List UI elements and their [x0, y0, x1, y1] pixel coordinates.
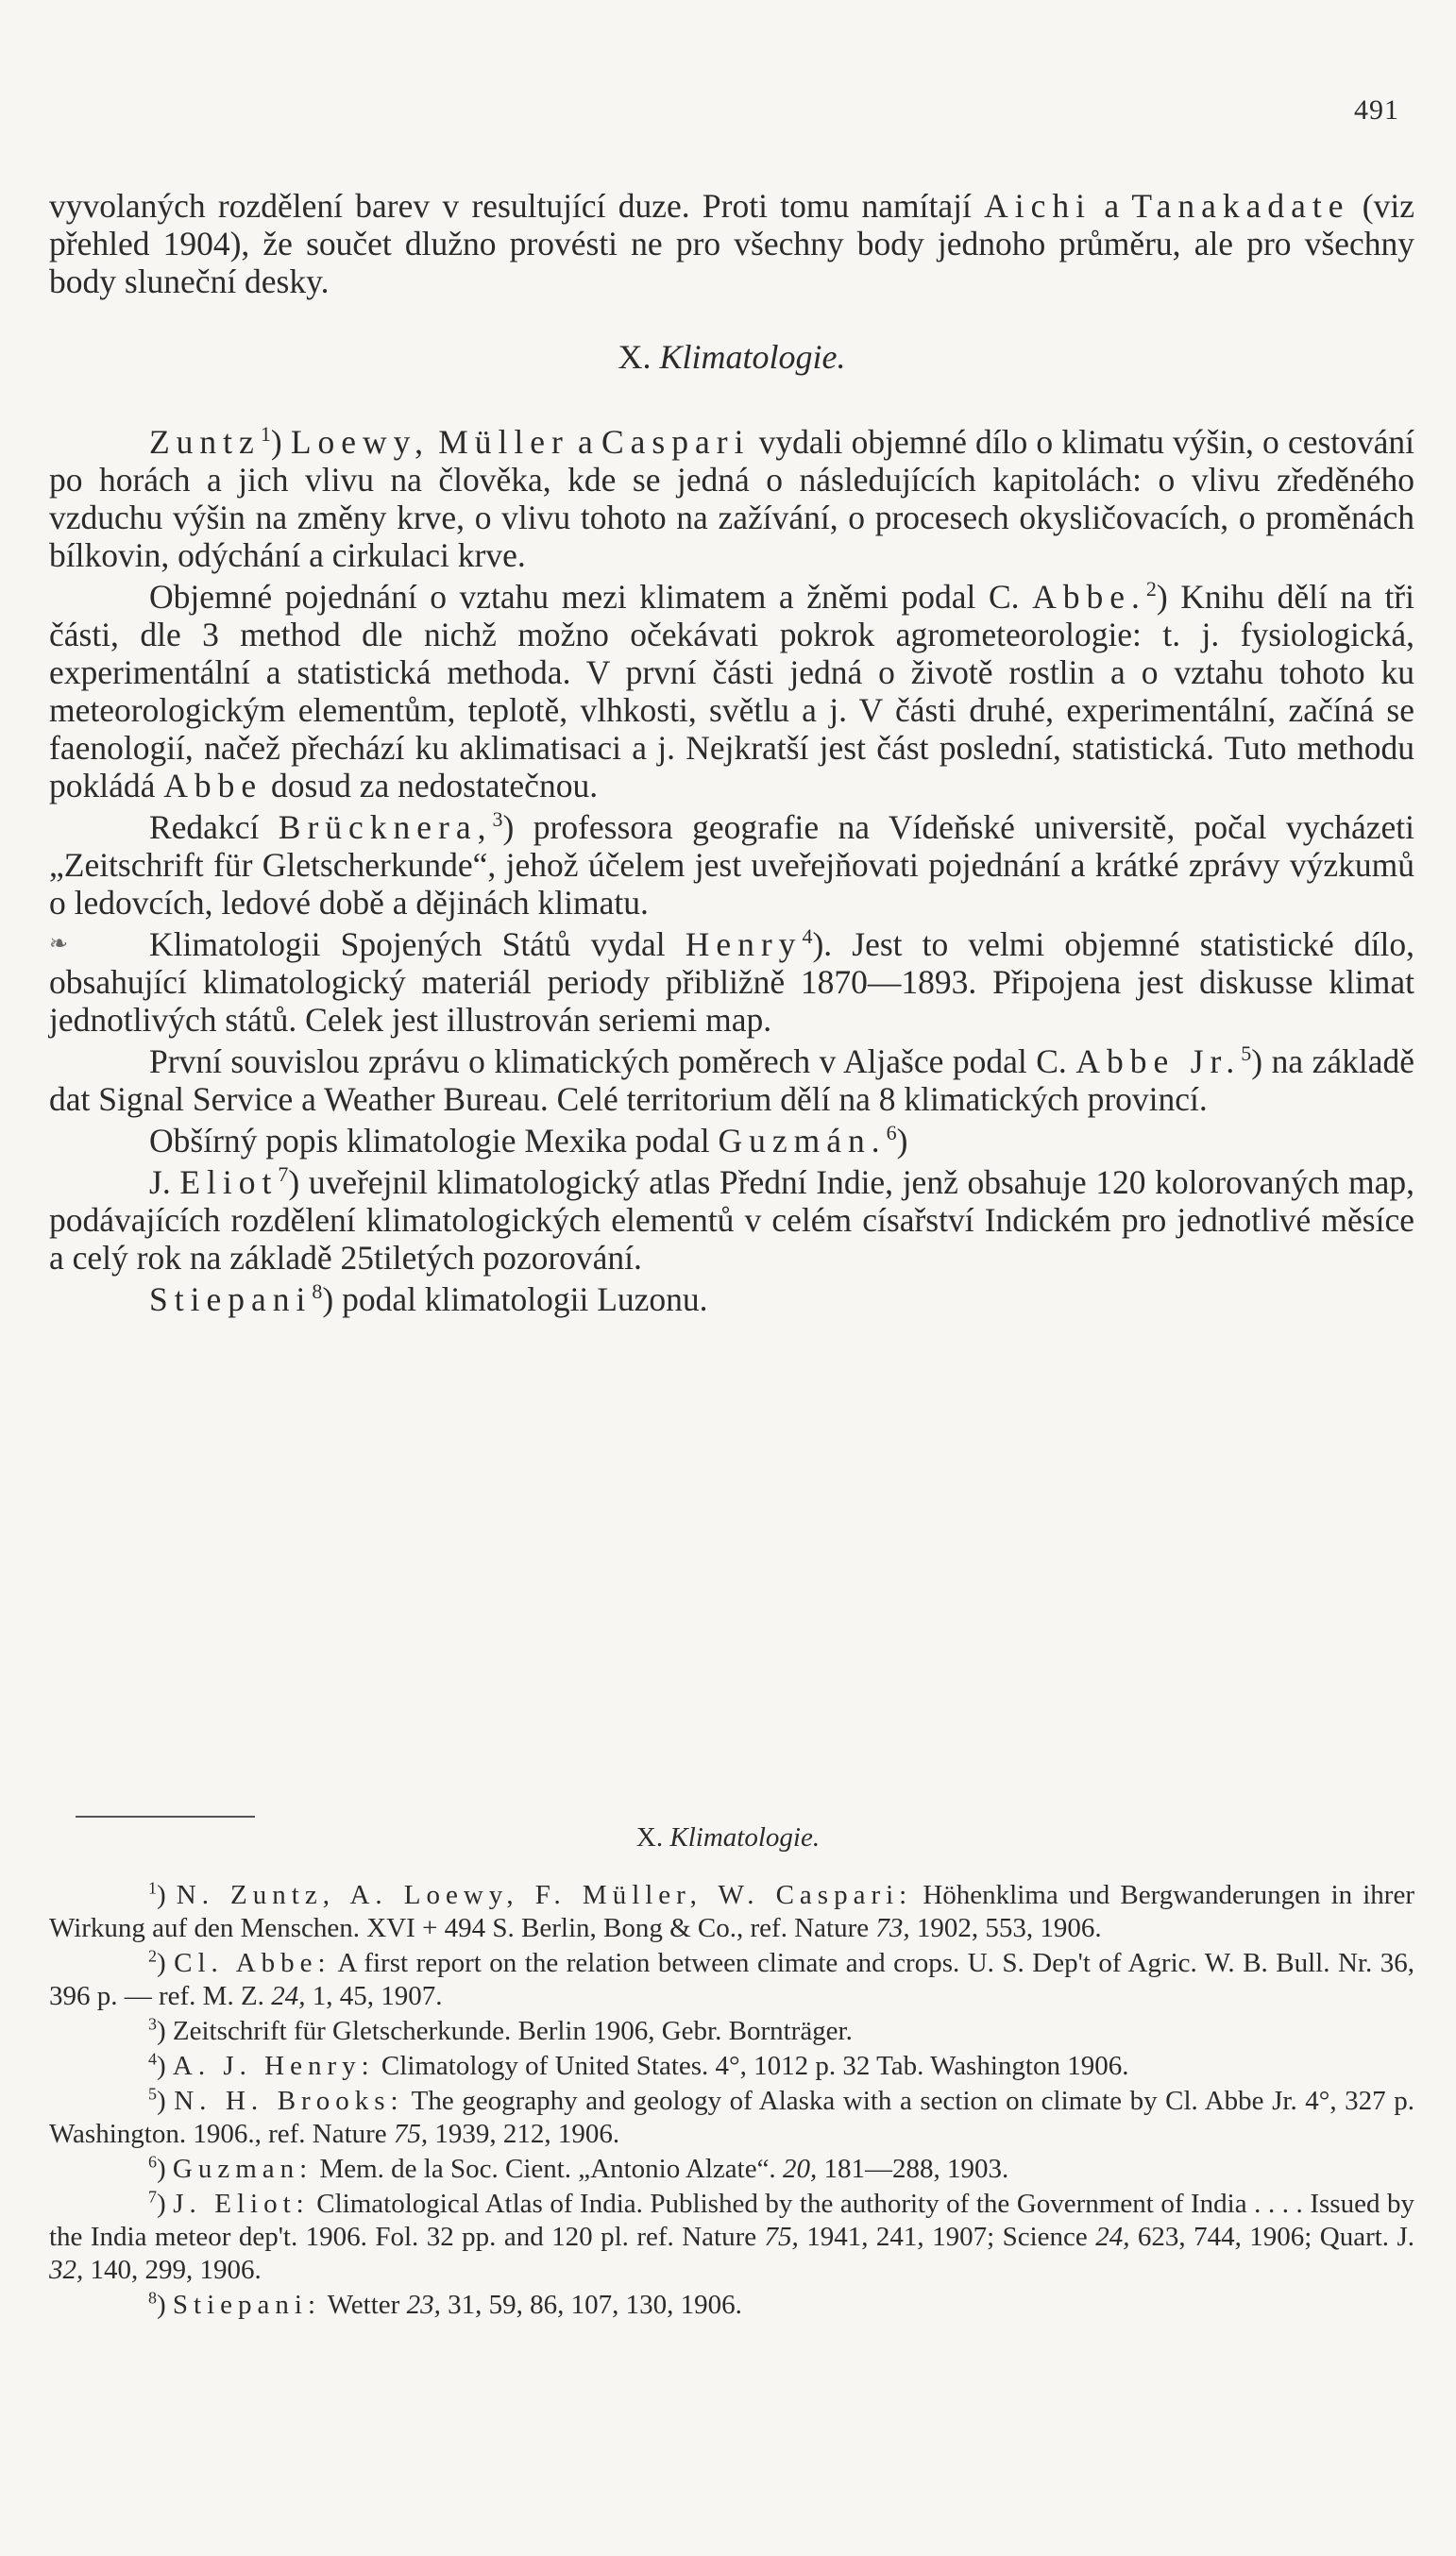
footnote-marker: 8	[148, 2288, 157, 2308]
paragraph-abbe: Objemné pojednání o vztahu mezi klimatem a žněmi podal C. Abbe.$^2$) Knihu dělí na tři části, dle 3 method dle nichž možno očekávati pokrok agrometeorologie: t. j. fysiologická, experimentální a statistická methoda. V první části jedná o životě rostlin a o vztahu tohoto ku meteorologickým elementům, teplotě, vlhkosti, světlu a j. V části druhé, experimentální, začíná se faenologií, načež přechází ku aklimatisaci a j. Nejkratší jest část poslední, statistická. Tuto methodu pokládá Abbe dosud za nedostatečnou.	[49, 577, 1414, 804]
paragraph-mexico: Obšírný popis klimatologie Mexika podal Guzmán.$^6$)	[149, 1121, 908, 1160]
footnote-author: N. Zuntz, A. Loewy, F. Müller, W. Caspari:	[176, 1880, 913, 1910]
footnote-volume: 23,	[406, 2290, 441, 2320]
paragraph-text: na základě dat Signal Service a Weather Bureau. Celé territorium dělí na 8 klimatických provincí.	[49, 1042, 1414, 1118]
intro-text-1: vyvolaných rozdělení barev v resultující duze. Proti tomu namítají	[49, 187, 972, 225]
footnote-ref-8[interactable]: 8	[312, 1279, 323, 1304]
footnote-ref-1[interactable]: 1	[260, 422, 271, 447]
footnote-text: Höhenklima und Bergwanderungen in ihrer Wirkung auf den Menschen. XVI + 494 S. Berlin, Bong & Co., ref. Nature	[49, 1880, 1414, 1943]
footnote-author: Stiepani:	[172, 2290, 322, 2320]
footnote-7: $^7$) J. Eliot: Climatological Atlas of India. Published by the authority of the Government of India . . . . Issued by the India meteor dep't. 1906. Fol. 32 pp. and 120 pl. ref. Nature 75, 1941, 241, 1907; Science 24, 623, 744, 1906; Quart. J. 32, 140, 299, 1906.	[49, 2187, 1415, 2285]
footnote-6: $^6$) Guzman: Mem. de la Soc. Cient. „Antonio Alzate“. 20, 181—288, 1903.	[148, 2152, 1009, 2184]
paragraph-zuntz: Zuntz$^1$) Loewy, Müller a Caspari vydali objemné dílo o klimatu výšin, o cestování po horách a jich vlivu na člověka, kde se jedná o následujících kapitolách: o vlivu zředěného vzduchu výšin na změny krve, o vlivu tohoto na zažívání, o procesech okysličovacích, o proměnách bílkovin, odýchání a cirkulaci krve.	[49, 422, 1415, 574]
footnote-text: Zeitschrift für Gletscherkunde. Berlin 1906, Gebr. Bornträger.	[172, 2016, 853, 2046]
author-abbe: Abbe.	[1032, 578, 1146, 616]
footnote-text: 1941, 241, 1907; Science	[806, 2222, 1088, 2252]
footnote-4: $^4$) A. J. Henry: Climatology of United States. 4°, 1012 p. 32 Tab. Washington 1906.	[148, 2049, 1129, 2081]
footnote-text: 1939, 212, 1906.	[434, 2119, 620, 2149]
footnote-author: Guzman:	[172, 2154, 313, 2184]
footnote-heading-number: X.	[635, 1822, 664, 1853]
footnote-marker: 3	[148, 2014, 157, 2034]
author-muller: Müller	[438, 423, 569, 461]
footnote-text: The geography and geology of Alaska with a section on climate by Cl. Abbe Jr. 4°, 327 p. Washington. 1906., ref. Nature	[49, 2086, 1414, 2149]
section-title: Klimatologie.	[659, 338, 846, 376]
footnote-volume: 73,	[875, 1913, 910, 1943]
paragraph-text: dosud za nedostatečnou.	[271, 767, 599, 804]
paragraph-text: vydali objemné dílo o klimatu výšin, o cestování po horách a jich vlivu na člověka, kde se jedná o následujících kapitolách: o vlivu zředěného vzduchu výšin na změny krve, o vlivu tohoto na zažívání, o procesech okysličovacích, o proměnách bílkovin, odýchání a cirkulaci krve.	[49, 423, 1415, 574]
paragraph-bruckner: Redakcí Brücknera,$^3$) professora geografie na Vídeňské universitě, počal vycházeti „Zeitschrift für Gletscherkunde“, jehož účelem jest uveřejňovati pojednání a krátké zprávy výzkumů o ledovcích, ledové době a dějinách klimatu.	[49, 807, 1415, 922]
footnote-marker: 2	[148, 1946, 157, 1966]
paragraph-text: Klimatologii Spojených Států vydal	[149, 925, 666, 963]
paragraph-stiepani: Stiepani$^8$) podal klimatologii Luzonu.	[149, 1279, 708, 1318]
author-loewy: Loewy,	[290, 423, 430, 461]
author-guzman: Guzmán.	[718, 1122, 887, 1160]
footnote-volume: 24,	[271, 1981, 306, 2011]
footnote-author: J. Eliot:	[173, 2189, 310, 2219]
intro-text-2: a	[1104, 187, 1120, 225]
footnote-volume: 32,	[49, 2255, 84, 2285]
paragraph-eliot: J. Eliot$^7$) uveřejnil klimatologický atlas Přední Indie, jenž obsahuje 120 kolorovaných map, podávajících rozdělení klimatologických elementů v celém císařství Indickém pro jednotlivé měsíce a celý rok na základě 25tiletých pozorování.	[49, 1162, 1415, 1277]
paragraph-alaska: První souvislou zprávu o klimatických poměrech v Aljašce podal C. Abbe Jr.$^5$) na základě dat Signal Service a Weather Bureau. Celé territorium dělí na 8 klimatických provincí.	[49, 1041, 1414, 1118]
footnote-ref-7[interactable]: 7	[278, 1162, 289, 1187]
footnote-2: $^2$) Cl. Abbe: A first report on the relation between climate and crops. U. S. Dep't of Agric. W. B. Bull. Nr. 36, 396 p. — ref. M. Z. 24, 1, 45, 1907.	[49, 1946, 1415, 2011]
footnote-heading	[0, 1822, 1456, 1854]
author-aichi: Aichi	[984, 187, 1092, 225]
author-bruckner: Brücknera,	[278, 808, 493, 846]
footnote-1: $^1$) N. Zuntz, A. Loewy, F. Müller, W. Caspari: Höhenklima und Bergwanderungen in ihrer Wirkung auf den Menschen. XVI + 494 S. Berlin, Bong & Co., ref. Nature 73, 1902, 553, 1906.	[49, 1878, 1414, 1943]
conjunction: a	[578, 423, 593, 461]
footnote-volume: 24,	[1095, 2222, 1130, 2252]
footnote-ref-4[interactable]: 4	[802, 924, 813, 949]
footnote-text: Climatological Atlas of India. Published by the authority of the Government of India . . . . Issued by the India meteor dep't. 1906. Fol. 32 pp. and 120 pl. ref. Nature	[49, 2189, 1414, 2252]
paragraph-text: Redakcí	[149, 808, 260, 846]
paragraph-text: . Jest to velmi objemné statistické dílo, obsahující klimatologický materiál periody přibližně 1870—1893. Připojena jest diskusse klimat jednotlivých států. Celek jest illustrován seriemi map.	[49, 925, 1414, 1039]
footnote-text: 140, 299, 1906.	[90, 2255, 262, 2285]
main-text	[49, 187, 1414, 1322]
footnote-text: 623, 744, 1906; Quart. J.	[1137, 2222, 1415, 2252]
author-zuntz: Zuntz	[149, 423, 261, 461]
author-eliot: Eliot	[179, 1163, 279, 1201]
paragraph-henry: ❧ Klimatologii Spojených Států vydal Henry$^4$). Jest to velmi objemné statistické dílo, obsahující klimatologický materiál periody přibližně 1870—1893. Připojena jest diskusse klimat jednotlivých států. Celek jest illustrován seriemi map.	[49, 924, 1414, 1039]
footnote-3: $^3$) Zeitschrift für Gletscherkunde. Berlin 1906, Gebr. Bornträger.	[148, 2014, 853, 2046]
footnote-ref-5[interactable]: 5	[1241, 1041, 1252, 1066]
footnote-author: A. J. Henry:	[172, 2051, 375, 2081]
paragraph-text: Knihu dělí na tři části, dle 3 method dle nichž možno očekávati pokrok agrometeorologie: t. j. fysiologická, experimentální a statistická methoda. V první části jedná o životě rostlin a o vztahu tohoto ku meteorologickým elementům, teplotě, vlhkosti, světlu a j. V části druhé, experimentální, začíná se faenologií, načež přechází ku aklimatisaci a j. Nejkratší jest část poslední, statistická. Tuto methodu pokládá	[49, 578, 1414, 804]
paragraph-text: professora geografie na Vídeňské universitě, počal vycházeti „Zeitschrift für Gletscherkunde“, jehož účelem jest uveřejňovati pojednání a krátké zprávy výzkumů o ledovcích, ledové době a dějinách klimatu.	[49, 808, 1415, 922]
author-abbe: Abbe	[163, 767, 263, 804]
intro-paragraph	[49, 187, 1414, 300]
footnote-text: 1902, 553, 1906.	[916, 1913, 1102, 1943]
footnote-marker: 5	[148, 2084, 157, 2104]
page-number: 491	[1354, 94, 1399, 126]
footnote-text: 1, 45, 1907.	[312, 1981, 443, 2011]
footnote-volume: 75,	[764, 2222, 799, 2252]
footnote-marker: 1	[148, 1878, 157, 1898]
footnotes	[49, 1879, 1414, 2324]
footnote-text: 181—288, 1903.	[823, 2154, 1009, 2184]
footnote-text: 31, 59, 86, 107, 130, 1906.	[448, 2290, 742, 2320]
author-caspari: Caspari	[601, 423, 751, 461]
paragraph-text: podal klimatologii Luzonu.	[342, 1280, 708, 1318]
footnote-8: $^8$) Stiepani: Wetter 23, 31, 59, 86, 107, 130, 1906.	[148, 2288, 742, 2320]
footnote-author: Cl. Abbe:	[174, 1948, 331, 1978]
footnote-volume: 20,	[782, 2154, 818, 2184]
footnote-divider	[76, 1816, 255, 1818]
footnote-marker: 7	[148, 2187, 157, 2207]
footnote-heading-title: Klimatologie.	[669, 1822, 821, 1853]
footnote-ref-3[interactable]: 3	[492, 807, 503, 832]
footnote-author: N. H. Brooks:	[174, 2086, 404, 2116]
author-tanakadate: Tanakadate	[1131, 187, 1350, 225]
section-heading	[49, 338, 1414, 376]
intro-text-3: (viz přehled 1904), že součet dlužno provésti ne pro všechny body jednoho průměru, ale pro všechny body sluneční desky.	[49, 187, 1414, 300]
footnote-volume: 75,	[393, 2119, 429, 2149]
footnote-text: Wetter	[327, 2290, 400, 2320]
paragraph-text: První souvislou zprávu o klimatických poměrech v Aljašce podal C.	[149, 1042, 1067, 1080]
footnote-marker: 4	[148, 2049, 157, 2069]
footnote-text: Climatology of United States. 4°, 1012 p. 32 Tab. Washington 1906.	[381, 2051, 1129, 2081]
author-henry: Henry	[685, 925, 803, 963]
paragraph-text: Obšírný popis klimatologie Mexika podal	[149, 1122, 710, 1160]
footnote-ref-6[interactable]: 6	[886, 1121, 897, 1145]
footnote-text: A first report on the relation between climate and crops. U. S. Dep't of Agric. W. B. Bull. Nr. 36, 396 p. — ref. M. Z.	[49, 1948, 1415, 2011]
footnote-text: Mem. de la Soc. Cient. „Antonio Alzate“.	[319, 2154, 776, 2184]
section-number: X.	[618, 338, 652, 376]
footnote-ref-2[interactable]: 2	[1145, 577, 1157, 601]
paragraph-text: Objemné pojednání o vztahu mezi klimatem a žněmi podal C.	[149, 578, 1020, 616]
footnote-marker: 6	[148, 2152, 157, 2172]
footnote-5: $^5$) N. H. Brooks: The geography and geology of Alaska with a section on climate by Cl. Abbe Jr. 4°, 327 p. Washington. 1906., ref. Nature 75, 1939, 212, 1906.	[49, 2084, 1414, 2149]
margin-mark-icon: ❧	[49, 932, 69, 956]
author-stiepani: Stiepani	[149, 1280, 313, 1318]
author-abbe-jr: Abbe Jr.	[1075, 1042, 1242, 1080]
paragraph-text: J.	[149, 1163, 171, 1201]
paragraph-text: uveřejnil klimatologický atlas Přední Indie, jenž obsahuje 120 kolorovaných map, podávajících rozdělení klimatologických elementů v celém císařství Indickém pro jednotlivé měsíce a celý rok na základě 25tiletých pozorování.	[49, 1163, 1415, 1277]
